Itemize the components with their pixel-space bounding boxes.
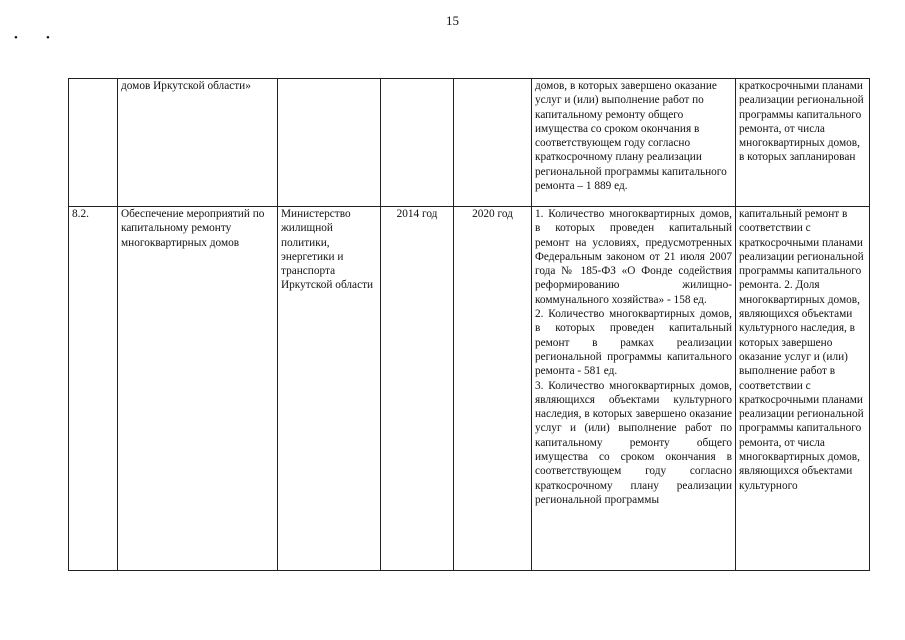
scan-mark: •	[46, 32, 50, 44]
table-row-8-2	[69, 207, 870, 571]
result-item: 3. Количество многоквартирных домов, являющихся объектами культурного наследия, в которых завершено оказание услуг и (или) выполнение работ по капитальному ремонту общего имущества со сроком окончания в соответствующем году согласно краткосрочному плану реализации региональной программы	[535, 379, 732, 506]
result-item: 2. Количество многоквартирных домов, в которых проведен капитальный ремонт в рамках реализации региональной программы капитального ремонта - 581 ед.	[535, 308, 732, 378]
cell-name: Обеспечение мероприятий по капитальному ремонту многоквартирных домов	[118, 207, 278, 571]
cell-results: домов, в которых завершено оказание услуг и (или) выполнение работ по капитальному ремонту общего имущества со сроком окончания в соответствующем году согласно краткосрочному плану реализации региональной программы капитального ремонта – 1 889 ед.	[532, 79, 736, 207]
cell-start-year	[381, 79, 454, 207]
cell-results	[532, 207, 736, 571]
cell-name: домов Иркутской области»	[118, 79, 278, 207]
cell-indicators: краткосрочными планами реализации региональной программы капитального ремонта, от числа многоквартирных домов, в которых запланирован	[736, 79, 870, 207]
cell-executor: Министерство жилищной политики, энергетики и транспорта Иркутской области	[278, 207, 381, 571]
result-item: 1. Количество многоквартирных домов, в которых проведен капитальный ремонт на условиях, предусмотренных Федеральным законом от 21 июля 2007 года № 185-ФЗ «О Фонде содействия реформированию жилищно-коммунального хозяйства» - 158 ед.	[535, 208, 732, 306]
cell-end-year	[454, 79, 532, 207]
cell-number: 8.2.	[69, 207, 118, 571]
cell-start-year: 2014 год	[381, 207, 454, 571]
cell-indicators: капитальный ремонт в соответствии с краткосрочными планами реализации региональной программы капитального ремонта. 2. Доля многоквартирных домов, являющихся объектами культурного наследия, в которых завершено оказание услуг и (или) выполнение работ в соответствии с краткосрочными планами реализации региональной программы капитального ремонта, от числа многоквартирных домов, являющихся объектами культурного	[736, 207, 870, 571]
table-row-continuation	[69, 79, 870, 207]
page-number: 15	[446, 13, 459, 28]
cell-executor	[278, 79, 381, 207]
scan-mark: •	[14, 32, 18, 44]
program-table	[68, 78, 870, 571]
cell-end-year: 2020 год	[454, 207, 532, 571]
cell-number	[69, 79, 118, 207]
